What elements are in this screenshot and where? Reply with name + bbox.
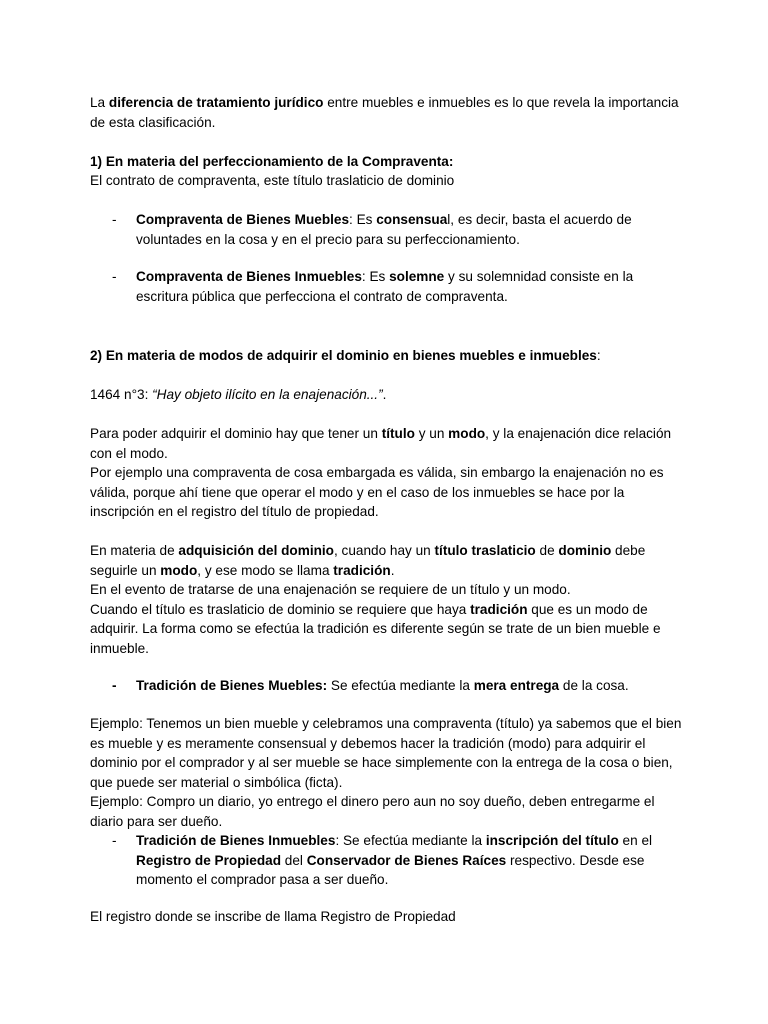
example-paragraph [90, 714, 690, 792]
text-run: : Es [349, 212, 377, 227]
paragraph-line [90, 463, 690, 522]
bold-text: tradición [333, 562, 391, 578]
bold-text: 2) En materia de modos de adquirir el dominio en bienes muebles e inmuebles [90, 348, 597, 363]
text-run: entre muebles e inmuebles es lo que revela la importancia de esta clasificación. [90, 95, 679, 130]
text-run: Cuando el título es traslaticio de dominio se requiere que haya [90, 601, 471, 617]
list-bullet: - [112, 269, 117, 284]
bold-text: mera entrega [473, 678, 560, 693]
text-run: y un [414, 426, 449, 441]
text-run: Ejemplo: Tenemos un bien mueble y celebramos una compraventa (título) ya sabemos que el bien es mueble y es meramente consensual y debemos hacer la tradición (modo) para adquirir el dominio por el comprador y al ser mueble se hace simplemente con la entrega de la cosa o bien, que puede ser material o simbólica (ficta). [90, 716, 682, 790]
text-run: , y la enajenación dice relación con el modo. [90, 426, 672, 461]
citation-article [90, 385, 690, 405]
bold-text: inscripción del título [485, 833, 619, 848]
text-run: : Es [361, 269, 390, 284]
bold-text: modo [448, 426, 486, 441]
bold-text: solemne [389, 269, 445, 284]
example-paragraph [90, 792, 690, 831]
list-item-tradicion-muebles [112, 676, 672, 696]
bold-text: tradición [470, 601, 528, 617]
bold-text: Conservador de Bienes Raíces [306, 852, 507, 868]
bold-text: título [381, 426, 415, 441]
bold-text: título traslaticio [434, 543, 536, 558]
list-item-compraventa-inmuebles [112, 267, 672, 306]
text-run: y su solemnidad consiste en la escritura pública que perfecciona el contrato de compraventa. [136, 269, 634, 304]
text-run: debe seguirle un [90, 543, 646, 578]
text-run: Ejemplo: Compro un diario, yo entrego el dinero pero aun no soy dueño, deben entregarme el diario para ser dueño. [90, 794, 655, 829]
closing-paragraph: El registro donde se inscribe de llama Registro de Propiedad [90, 909, 456, 924]
paragraph-line [90, 600, 690, 659]
text-run: : [596, 348, 601, 363]
bold-text: dominio [558, 543, 612, 558]
list-item-text [136, 676, 672, 696]
text-run: 1464 n°3: [90, 387, 153, 402]
bold-text: modo [160, 562, 198, 578]
paragraph-titulo-modo [90, 424, 690, 522]
paragraph-line [90, 541, 690, 580]
section1-heading: 1) En materia del perfeccionamiento de la Compraventa: [90, 154, 454, 169]
text-run: . [390, 562, 395, 578]
list-item-tradicion-inmuebles [112, 831, 672, 890]
text-run: de [535, 543, 559, 558]
text-run: , y ese modo se llama [197, 562, 334, 578]
text-run: del [281, 852, 307, 868]
list-bullet: - [112, 833, 117, 848]
bold-text: Compraventa de Bienes Muebles [136, 212, 350, 227]
text-run: En el evento de tratarse de una enajenación se requiere de un título y un modo. [90, 582, 571, 597]
section2-heading [90, 346, 690, 366]
intro-paragraph [90, 93, 690, 132]
text-run: Para poder adquirir el dominio hay que tener un [90, 426, 382, 441]
list-bullet: - [112, 212, 117, 227]
list-item-text [136, 210, 672, 249]
bold-text: diferencia de tratamiento jurídico [108, 95, 324, 110]
section1-subtext: El contrato de compraventa, este título traslaticio de dominio [90, 173, 455, 188]
bold-text: Tradición de Bienes Inmuebles [136, 833, 336, 848]
paragraph-ejemplos [90, 714, 690, 831]
bold-text: adquisición del dominio [178, 543, 334, 558]
text-run: que es un modo de adquirir. La forma como se efectúa la tradición es diferente según se trate de un bien mueble e inmueble. [90, 601, 661, 656]
text-run: : Se efectúa mediante la [335, 833, 486, 848]
text-run: en el [618, 833, 653, 848]
list-item-text [136, 267, 672, 306]
text-run: de la cosa. [559, 678, 629, 693]
paragraph-adquisicion-dominio [90, 541, 690, 658]
bold-text: Compraventa de Bienes Inmuebles [136, 269, 362, 284]
text-run: l, es decir, basta el acuerdo de voluntades en la cosa y en el precio para su perfeccionamiento. [136, 212, 632, 247]
text-run: . [382, 387, 387, 402]
bold-text: consensua [376, 212, 448, 227]
text-run: En materia de [90, 543, 179, 558]
list-item-text [136, 831, 672, 890]
text-run: La [90, 95, 109, 110]
bold-text: Tradición de Bienes Muebles: [136, 678, 328, 693]
text-run: , cuando hay un [333, 543, 435, 558]
text-run: respectivo. Desde ese momento el comprador pasa a ser dueño. [136, 852, 645, 887]
text-run: Se efectúa mediante la [327, 678, 474, 693]
paragraph-line [90, 424, 690, 463]
paragraph-line [90, 580, 690, 600]
list-bullet: - [112, 678, 117, 693]
bold-text: Registro de Propiedad [136, 852, 282, 868]
list-item-compraventa-muebles [112, 210, 672, 249]
text-run: Por ejemplo una compraventa de cosa embargada es válida, sin embargo la enajenación no es válida, porque ahí tiene que operar el modo y en el caso de los inmuebles se hace por la inscripción en el registro del título de propiedad. [90, 465, 664, 519]
italic-text: “Hay objeto ilícito en la enajenación...” [152, 387, 383, 402]
